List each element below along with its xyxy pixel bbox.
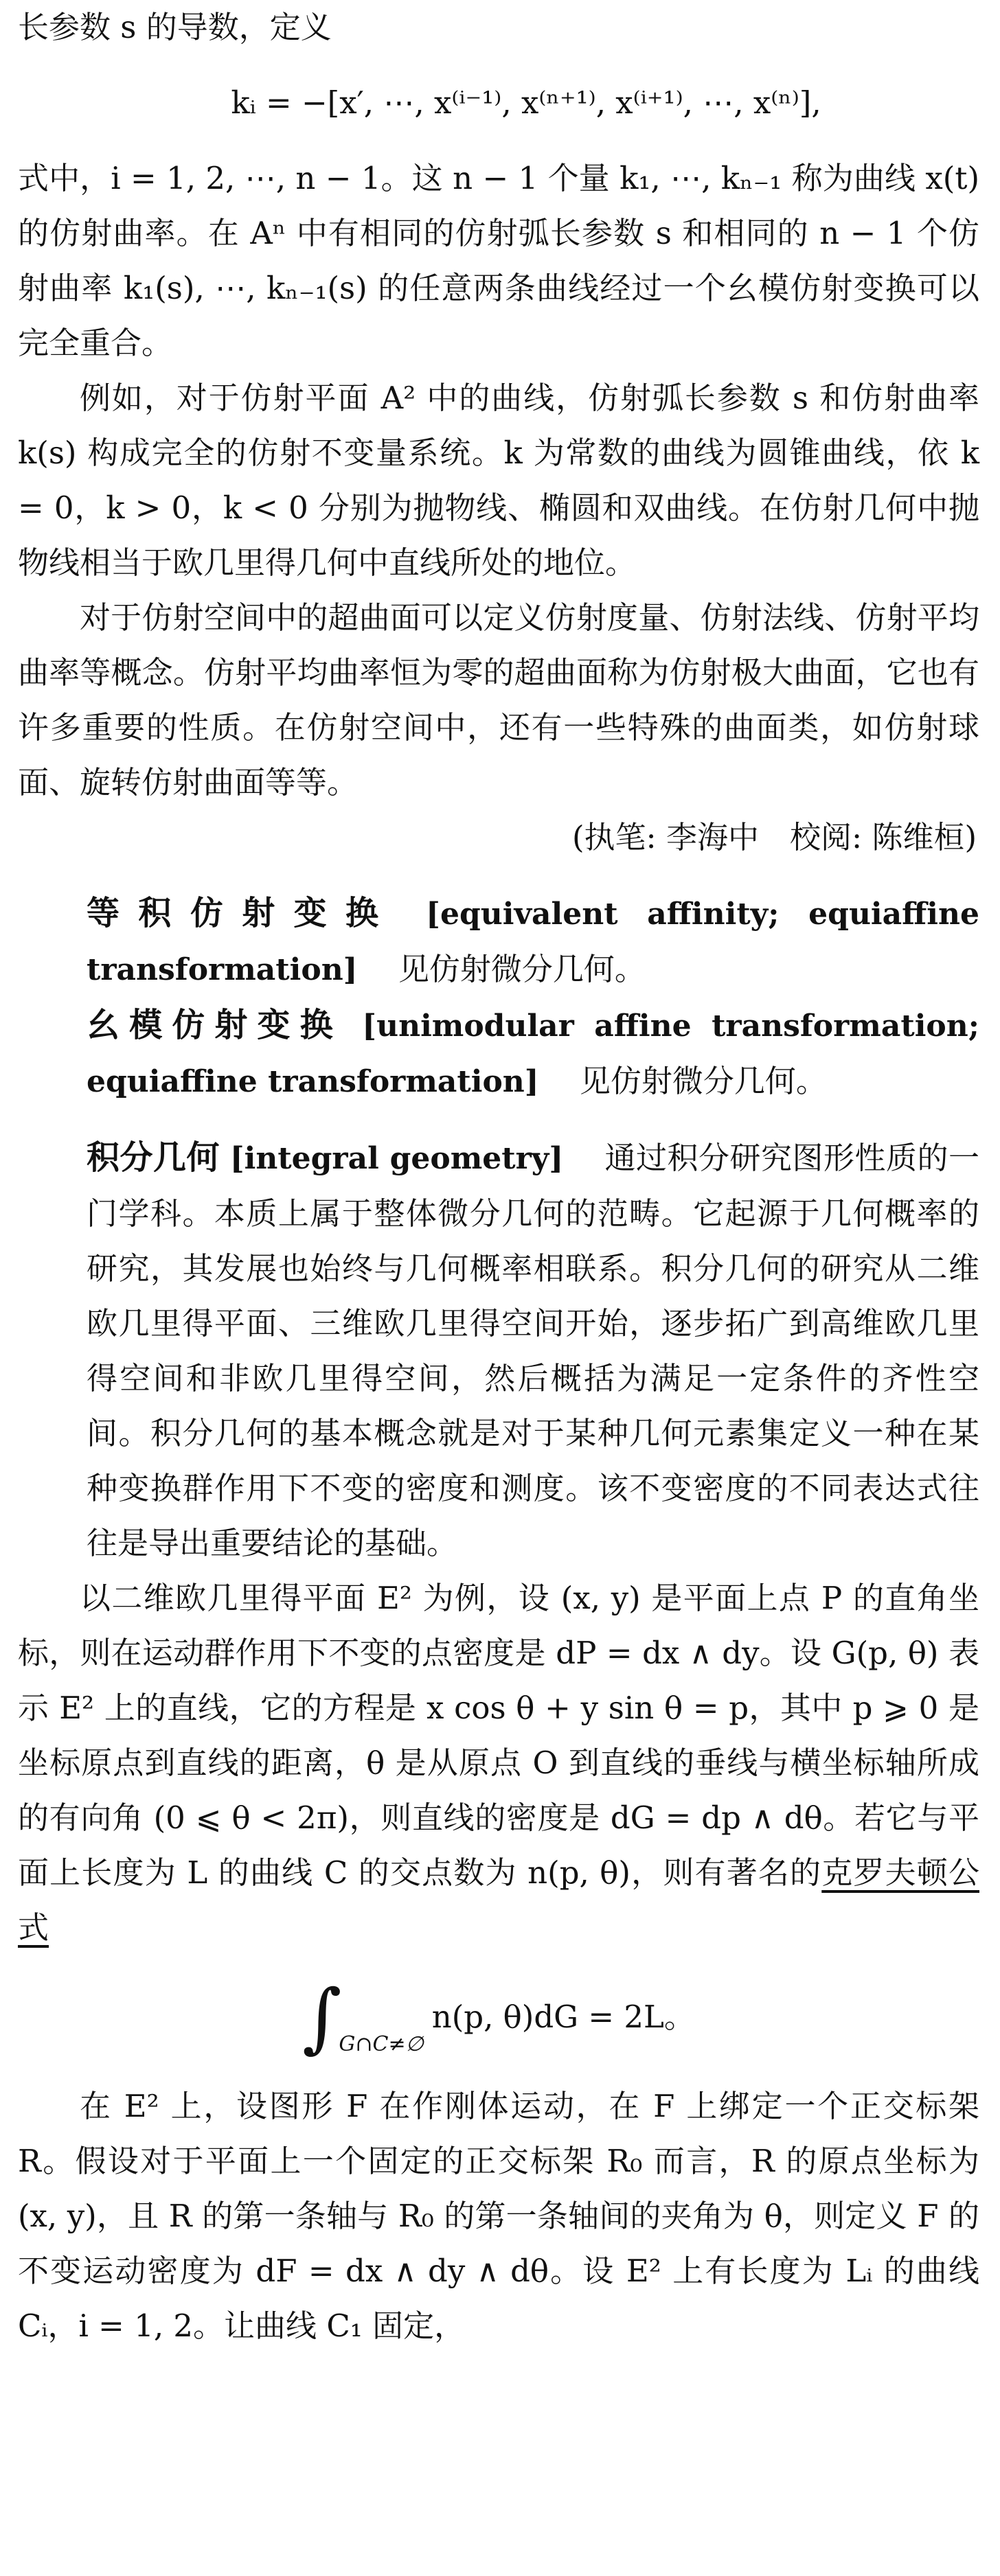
author-signature: (执笔: 李海中 校阅: 陈维桓) [571,819,977,855]
crofton-formula-link[interactable]: 克罗夫顿公式 [18,1854,979,1946]
paragraph-affine-plane-example: 例如，对于仿射平面 A² 中的曲线，仿射弧长参数 s 和仿射曲率 k(s) 构成完全的仿射不变量系统。k 为常数的曲线为圆锥曲线，依 k = 0，k > 0，k < 0 分别为抛物线、椭圆和双曲线。在仿射几何中抛物线相当于欧几里得几何中直线所处的地位。 [18,380,979,581]
entry-definition: 通过积分研究图形性质的一门学科。本质上属于整体微分几何的范畴。它起源于几何概率的研究，其发展也始终与几何概率相联系。积分几何的研究从二维欧几里得平面、三维欧几里得空间开始，逐步拓广到高维欧几里得空间和非欧几里得空间，然后概括为满足一定条件的齐性空间。积分几何的基本概念就是对于某种几何元素集定义一种在某种变换群作用下不变的密度和测度。该不变密度的不同表达式往往是导出重要结论的基础。 [87,1140,979,1561]
entry-english-term: [equivalent affinity; equiaffine transformation] [87,897,979,987]
cross-reference: 见仿射微分几何。 [579,1063,827,1099]
entry-english-term: [integral geometry] [229,1141,564,1176]
paragraph-affine-hypersurface: 对于仿射空间中的超曲面可以定义仿射度量、仿射法线、仿射平均曲率等概念。仿射平均曲率恒为零的超曲面称为仿射极大曲面，它也有许多重要的性质。在仿射空间中，还有一些特殊的曲面类，如仿射球面、旋转仿射曲面等等。 [18,599,979,801]
entry-integral-geometry [18,1130,979,1571]
paragraph-affine-curvature: 式中，i = 1, 2, ⋯, n − 1。这 n − 1 个量 k₁, ⋯, kₙ₋₁ 称为曲线 x(t) 的仿射曲率。在 Aⁿ 中有相同的仿射弧长参数 s 和相同的 n − 1 个仿射曲率 k₁(s), ⋯, kₙ₋₁(s) 的任意两条曲线经过一个幺模仿射变换可以完全重合。 [18,160,979,361]
entry-english-term: [unimodular affine transformation; equiaffine transformation] [87,1009,979,1099]
integral-domain: G∩C≠∅ [339,2032,424,2056]
cross-reference: 见仿射微分几何。 [398,951,646,987]
document-page [18,0,979,2354]
paragraph-crofton [18,1571,979,1955]
crofton-intro-text: 以二维欧几里得平面 E² 为例，设 (x, y) 是平面上点 P 的直角坐标，则在运动群作用下不变的点密度是 dP = dx ∧ dy。设 G(p, θ) 表示 E² 上的直线，它的方程是 x cos θ + y sin θ = p，其中 p ⩾ 0 是坐标原点到直线的距离，θ 是从原点 O 到直线的垂线与横坐标轴所成的有向角 (0 ⩽ θ < 2π)，则直线的密度是 dG = dp ∧ dθ。若它与平面上长度为 L 的曲线 C 的交点数为 n(p, θ)，则有著名的 [18,1580,979,1891]
paragraph-continued: 长参数 s 的导数，定义 [18,9,332,45]
paragraph-kinematic-density: 在 E² 上，设图形 F 在作刚体运动，在 F 上绑定一个正交标架 R。假设对于平面上一个固定的正交标架 R₀ 而言，R 的原点坐标为 (x, y)，且 R 的第一条轴与 R₀ 的第一条轴间的夹角为 θ，则定义 F 的不变运动密度为 dF = dx ∧ dy ∧ dθ。设 E² 上有长度为 Lᵢ 的曲线 Cᵢ，i = 1, 2。让曲线 C₁ 固定， [18,2088,979,2344]
integral-body: n(p, θ)dG = 2L。 [431,1999,695,2035]
entry-unimodular [18,998,979,1109]
equation-crofton [18,1955,979,2079]
entry-equiaffine [18,886,979,998]
integral-sign-icon: ∫ [302,1973,342,2061]
entry-title: 等积仿射变换 [87,894,398,932]
entry-title: 幺模仿射变换 [87,1006,343,1044]
equation-curvature: kᵢ = −[x′, ⋯, x⁽ⁱ⁻¹⁾, x⁽ⁿ⁺¹⁾, x⁽ⁱ⁺¹⁾, ⋯, x⁽ⁿ⁾], [231,84,821,121]
entry-title: 积分几何 [87,1138,220,1177]
